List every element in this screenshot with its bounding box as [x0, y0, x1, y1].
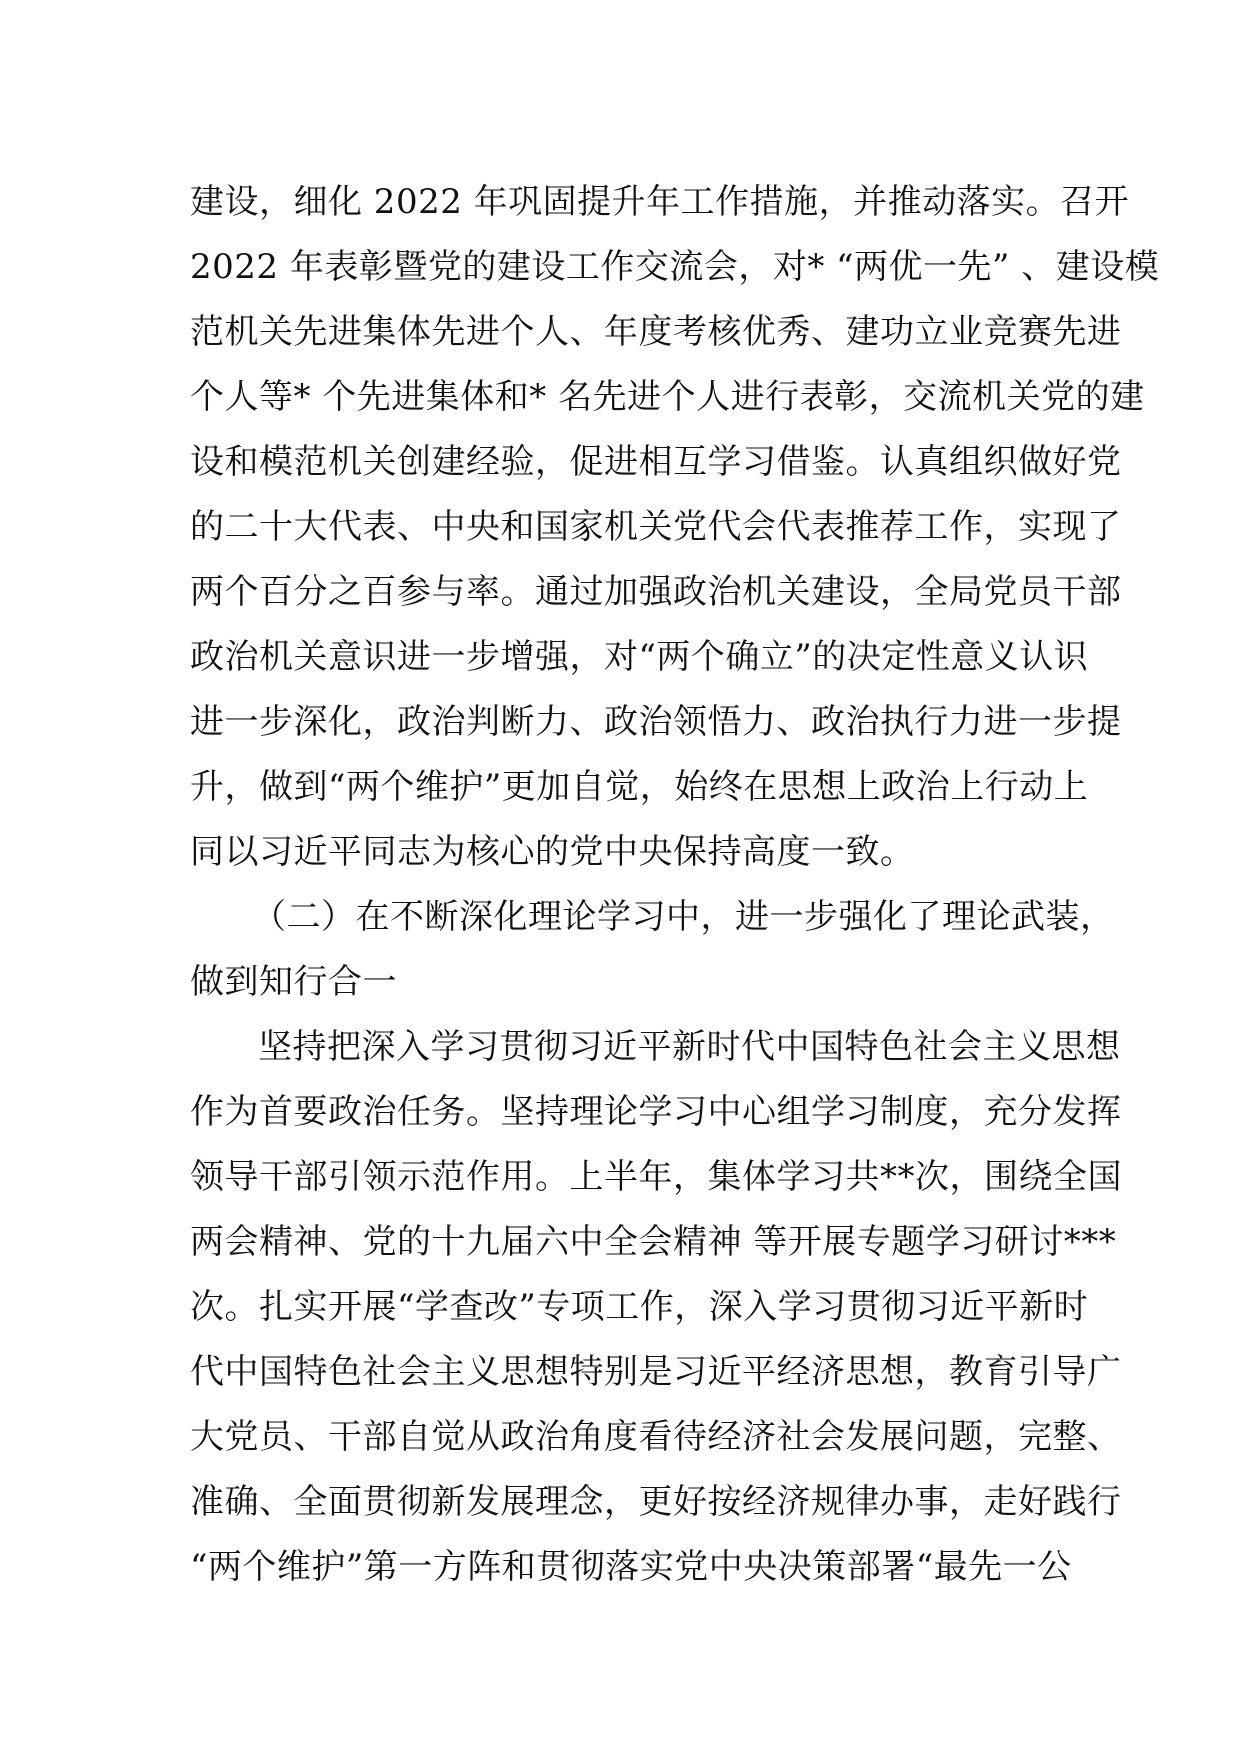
- text-line: 大党员、干部自觉从政治角度看待经济社会发展问题，完整、: [190, 1417, 1122, 1457]
- text-line: 设和模范机关创建经验，促进相互学习借鉴。认真组织做好党: [190, 442, 1122, 482]
- text-line: 准确、全面贯彻新发展理念，更好按经济规律办事，走好践行: [190, 1482, 1122, 1522]
- text-line: 两个百分之百参与率。通过加强政治机关建设，全局党员干部: [190, 572, 1122, 612]
- heading-line: 做到知行合一: [190, 962, 397, 1002]
- text-line: 政治机关意识进一步增强，对“两个确立”的决定性意义认识: [190, 637, 1089, 677]
- text-line: 范机关先进集体先进个人、年度考核优秀、建功立业竞赛先进: [190, 312, 1122, 352]
- text-line: 作为首要政治任务。坚持理论学习中心组学习制度，充分发挥: [190, 1092, 1122, 1132]
- section-heading-2: [190, 885, 1115, 1015]
- text-line: 领导干部引领示范作用。上半年，集体学习共**次，围绕全国: [190, 1157, 1122, 1197]
- text-line: 同以习近平同志为核心的党中央保持高度一致。: [190, 832, 915, 872]
- text-line: 次。扎实开展“学查改”专项工作，深入学习贯彻习近平新时: [190, 1287, 1089, 1327]
- text-line: 升，做到“两个维护”更加自觉，始终在思想上政治上行动上: [190, 767, 1089, 807]
- text-line: 两会精神、党的十九届六中全会精神 等开展专题学习研讨***: [190, 1222, 1117, 1262]
- paragraph-achievements: [190, 170, 1160, 885]
- paragraph-theory-study: [190, 1015, 1122, 1600]
- document-body: [190, 170, 1160, 1600]
- text-line: 的二十大代表、中央和国家机关党代会代表推荐工作，实现了: [190, 507, 1122, 547]
- text-line: 代中国特色社会主义思想特别是习近平经济思想，教育引导广: [190, 1352, 1122, 1392]
- text-line: 坚持把深入学习贯彻习近平新时代中国特色社会主义思想: [258, 1027, 1121, 1067]
- text-line: “两个维护”第一方阵和贯彻落实党中央决策部署“最先一公: [190, 1547, 1072, 1587]
- heading-line: （二）在不断深化理论学习中，进一步强化了理论武装，: [252, 897, 1115, 937]
- text-line: 个人等* 个先进集体和* 名先进个人进行表彰，交流机关党的建: [190, 377, 1145, 417]
- text-line: 建设，细化 2022 年巩固提升年工作措施，并推动落实。召开: [190, 182, 1130, 222]
- text-line: 进一步深化，政治判断力、政治领悟力、政治执行力进一步提: [190, 702, 1122, 742]
- text-line: 2022 年表彰暨党的建设工作交流会，对* “两优一先” 、建设模: [190, 247, 1160, 287]
